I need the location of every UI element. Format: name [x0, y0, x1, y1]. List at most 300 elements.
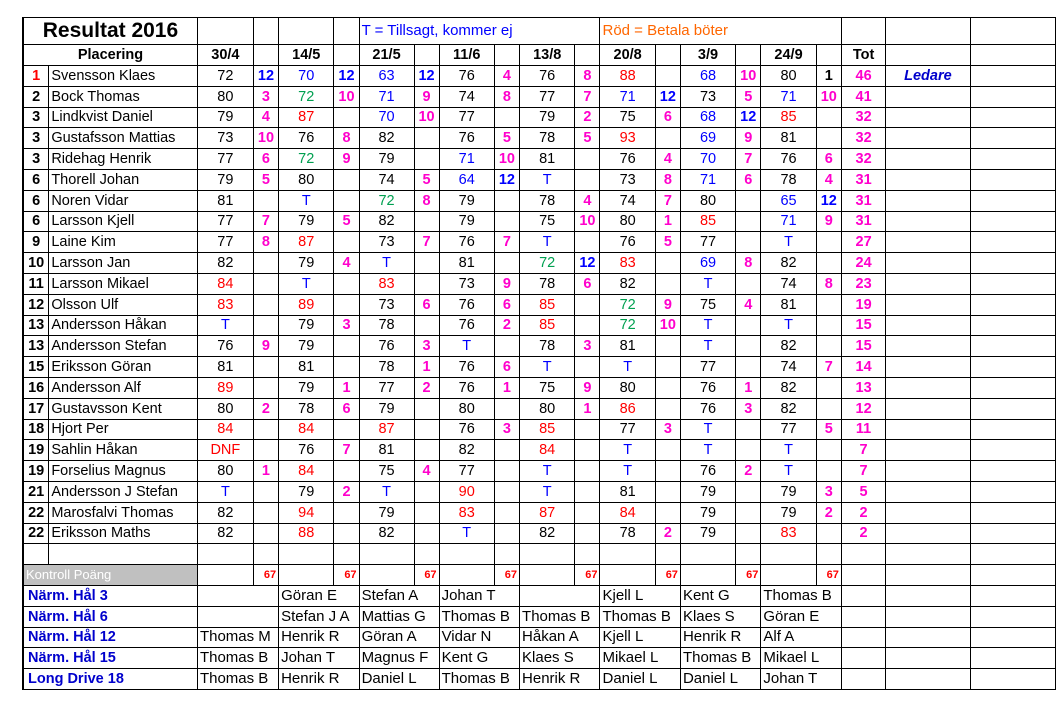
title-row [23, 18, 1056, 45]
points-cell: 3 [414, 336, 439, 357]
note-cell [886, 502, 970, 523]
points-cell [655, 273, 680, 294]
score-cell: T [359, 253, 414, 274]
points-cell [414, 481, 439, 502]
points-cell [816, 440, 841, 461]
rank-cell: 18 [23, 419, 49, 440]
player-row [23, 461, 1056, 482]
hal-winner: Göran A [359, 627, 439, 648]
score-cell: 79 [279, 377, 334, 398]
date-header: 30/4 [197, 45, 253, 66]
points-cell: 7 [655, 190, 680, 211]
points-cell: 8 [253, 232, 278, 253]
points-cell: 2 [655, 523, 680, 544]
score-cell: 77 [197, 211, 253, 232]
points-cell: 6 [575, 273, 600, 294]
hal-winner: Thomas B [439, 606, 519, 627]
points-cell: 10 [575, 211, 600, 232]
total-cell: 2 [841, 523, 885, 544]
points-cell [816, 232, 841, 253]
points-cell: 1 [736, 377, 761, 398]
score-cell: 87 [520, 502, 575, 523]
points-cell: 4 [575, 190, 600, 211]
total-cell: 5 [841, 481, 885, 502]
points-cell [816, 336, 841, 357]
score-cell: 84 [279, 461, 334, 482]
points-cell: 10 [414, 107, 439, 128]
player-name: Andersson J Stefan [49, 481, 198, 502]
score-cell: 74 [761, 273, 816, 294]
player-row [23, 357, 1056, 378]
player-row [23, 190, 1056, 211]
kontroll-value: 67 [816, 565, 841, 586]
points-cell [253, 357, 278, 378]
hal-winner: Johan T [279, 648, 359, 669]
score-cell: 79 [359, 502, 414, 523]
score-cell: T [439, 336, 494, 357]
points-cell [736, 232, 761, 253]
score-cell: 70 [680, 149, 735, 170]
score-cell: 79 [197, 169, 253, 190]
total-cell: 32 [841, 149, 885, 170]
score-cell: T [680, 440, 735, 461]
score-cell: T [761, 440, 816, 461]
player-name: Marosfalvi Thomas [49, 502, 198, 523]
points-cell: 7 [334, 440, 359, 461]
hal-row [23, 585, 1056, 606]
score-cell: 81 [197, 190, 253, 211]
header-row [23, 45, 1056, 66]
score-cell: T [520, 232, 575, 253]
points-cell: 4 [494, 66, 519, 87]
score-cell: 75 [600, 107, 655, 128]
points-cell [253, 502, 278, 523]
points-cell [334, 502, 359, 523]
score-cell: 80 [279, 169, 334, 190]
points-cell [655, 336, 680, 357]
hal-winner: Göran E [761, 606, 841, 627]
rank-cell: 22 [23, 523, 49, 544]
score-cell: 82 [600, 273, 655, 294]
points-cell [494, 461, 519, 482]
score-cell: 81 [359, 440, 414, 461]
points-cell [414, 523, 439, 544]
player-row [23, 502, 1056, 523]
points-cell: 3 [575, 336, 600, 357]
score-cell: 71 [600, 86, 655, 107]
points-cell: 3 [253, 86, 278, 107]
legend-tillsagt: T = Tillsagt, kommer ej [359, 18, 600, 45]
score-cell: 79 [680, 502, 735, 523]
note-cell [886, 232, 970, 253]
points-cell [736, 523, 761, 544]
score-cell: 94 [279, 502, 334, 523]
points-cell: 2 [414, 377, 439, 398]
points-cell: 5 [414, 169, 439, 190]
note-cell [886, 481, 970, 502]
points-cell [414, 128, 439, 149]
player-name: Andersson Alf [49, 377, 198, 398]
hal-winner: Kent G [439, 648, 519, 669]
points-cell: 3 [736, 398, 761, 419]
points-cell [655, 481, 680, 502]
score-cell: 85 [520, 315, 575, 336]
note-cell [886, 294, 970, 315]
score-cell: 79 [279, 315, 334, 336]
kontroll-value: 67 [655, 565, 680, 586]
score-cell: 79 [761, 502, 816, 523]
points-cell [334, 461, 359, 482]
hal-winner: Stefan J A [279, 606, 359, 627]
total-cell: 31 [841, 169, 885, 190]
points-cell: 6 [334, 398, 359, 419]
points-cell [494, 398, 519, 419]
player-name: Larsson Jan [49, 253, 198, 274]
points-cell [816, 377, 841, 398]
score-cell: 77 [761, 419, 816, 440]
score-cell: 72 [279, 86, 334, 107]
score-cell: 83 [439, 502, 494, 523]
points-cell: 1 [253, 461, 278, 482]
page-title: Resultat 2016 [23, 18, 197, 45]
rank-cell: 13 [23, 315, 49, 336]
score-cell: 72 [600, 315, 655, 336]
points-cell: 5 [816, 419, 841, 440]
points-cell [736, 419, 761, 440]
player-row [23, 336, 1056, 357]
score-cell: 81 [761, 294, 816, 315]
total-cell: 41 [841, 86, 885, 107]
total-cell: 2 [841, 502, 885, 523]
note-cell [886, 253, 970, 274]
score-cell: 76 [439, 66, 494, 87]
kontroll-label: Kontroll Poäng [23, 565, 197, 586]
score-cell: 77 [197, 149, 253, 170]
total-cell: 13 [841, 377, 885, 398]
points-cell [414, 273, 439, 294]
score-cell: 70 [359, 107, 414, 128]
score-cell: 71 [439, 149, 494, 170]
hal-winner: Thomas M [197, 627, 278, 648]
score-cell: 82 [359, 128, 414, 149]
total-cell: 7 [841, 440, 885, 461]
score-cell: 81 [279, 357, 334, 378]
total-cell: 31 [841, 211, 885, 232]
score-cell: 69 [680, 128, 735, 149]
rank-cell: 19 [23, 440, 49, 461]
hal-winner: Håkan A [520, 627, 600, 648]
total-cell: 19 [841, 294, 885, 315]
score-cell: 75 [520, 211, 575, 232]
score-cell: 68 [680, 66, 735, 87]
player-row [23, 128, 1056, 149]
score-cell: 80 [761, 66, 816, 87]
player-name: Eriksson Maths [49, 523, 198, 544]
score-cell: 85 [680, 211, 735, 232]
score-cell: 82 [359, 211, 414, 232]
score-cell: 76 [520, 66, 575, 87]
score-cell: 79 [359, 398, 414, 419]
note-cell [886, 315, 970, 336]
rank-cell: 6 [23, 211, 49, 232]
player-name: Bock Thomas [49, 86, 198, 107]
note-cell [886, 419, 970, 440]
points-cell [575, 481, 600, 502]
hal-label: Long Drive 18 [23, 669, 197, 690]
score-cell: 86 [600, 398, 655, 419]
date-header: 24/9 [761, 45, 816, 66]
rank-cell: 12 [23, 294, 49, 315]
player-row [23, 86, 1056, 107]
score-cell: 76 [439, 315, 494, 336]
score-cell: T [600, 461, 655, 482]
score-cell: T [680, 336, 735, 357]
score-cell: 87 [359, 419, 414, 440]
score-cell: 73 [680, 86, 735, 107]
total-cell: 7 [841, 461, 885, 482]
points-cell: 1 [816, 66, 841, 87]
score-cell: T [520, 357, 575, 378]
score-cell: 93 [600, 128, 655, 149]
points-cell [334, 273, 359, 294]
points-cell: 9 [816, 211, 841, 232]
hal-winner: Henrik R [279, 627, 359, 648]
points-cell: 2 [334, 481, 359, 502]
total-cell: 14 [841, 357, 885, 378]
score-cell: 71 [761, 86, 816, 107]
points-cell [575, 502, 600, 523]
points-cell: 9 [736, 128, 761, 149]
score-cell: 80 [600, 211, 655, 232]
hal-winner: Daniel L [600, 669, 680, 690]
hal-winner: Vidar N [439, 627, 519, 648]
player-name: Noren Vidar [49, 190, 198, 211]
player-row [23, 273, 1056, 294]
score-cell: 76 [439, 377, 494, 398]
points-cell: 9 [334, 149, 359, 170]
hal-winner: Kent G [680, 585, 760, 606]
points-cell: 10 [736, 66, 761, 87]
score-cell: 79 [680, 481, 735, 502]
player-name: Olsson Ulf [49, 294, 198, 315]
points-cell [253, 294, 278, 315]
note-cell [886, 190, 970, 211]
points-cell [816, 128, 841, 149]
points-cell: 6 [816, 149, 841, 170]
points-cell [575, 315, 600, 336]
hal-winner: Mattias G [359, 606, 439, 627]
points-cell [253, 481, 278, 502]
score-cell: 79 [761, 481, 816, 502]
score-cell: 88 [600, 66, 655, 87]
kontroll-row [23, 565, 1056, 586]
points-cell [575, 440, 600, 461]
points-cell [414, 502, 439, 523]
player-row [23, 169, 1056, 190]
rank-cell: 2 [23, 86, 49, 107]
note-cell [886, 440, 970, 461]
points-cell [494, 481, 519, 502]
hal-winner [520, 585, 600, 606]
score-cell: T [680, 419, 735, 440]
points-cell: 5 [736, 86, 761, 107]
points-cell [494, 190, 519, 211]
hal-winner: Henrik R [520, 669, 600, 690]
score-cell: T [600, 357, 655, 378]
points-cell [655, 66, 680, 87]
points-cell [816, 253, 841, 274]
points-cell [736, 211, 761, 232]
points-cell: 6 [736, 169, 761, 190]
points-cell [334, 357, 359, 378]
date-header: 3/9 [680, 45, 735, 66]
score-cell: 76 [439, 232, 494, 253]
points-cell [414, 253, 439, 274]
player-name: Sahlin Håkan [49, 440, 198, 461]
points-cell [253, 315, 278, 336]
total-cell: 46 [841, 66, 885, 87]
hal-winner: Thomas B [197, 648, 278, 669]
points-cell: 2 [736, 461, 761, 482]
score-cell: T [680, 273, 735, 294]
points-cell [575, 149, 600, 170]
points-cell: 12 [655, 86, 680, 107]
player-name: Gustafsson Mattias [49, 128, 198, 149]
points-cell [253, 190, 278, 211]
score-cell: 74 [761, 357, 816, 378]
points-cell: 2 [253, 398, 278, 419]
note-cell [886, 377, 970, 398]
points-cell: 12 [253, 66, 278, 87]
points-cell: 3 [655, 419, 680, 440]
total-cell: 12 [841, 398, 885, 419]
score-cell: 76 [439, 128, 494, 149]
points-cell: 5 [494, 128, 519, 149]
hal-label: Närm. Hål 12 [23, 627, 197, 648]
score-cell: 83 [761, 523, 816, 544]
score-cell: 73 [359, 294, 414, 315]
rank-cell: 13 [23, 336, 49, 357]
date-header: 20/8 [600, 45, 655, 66]
score-cell: 72 [600, 294, 655, 315]
rank-cell: 19 [23, 461, 49, 482]
player-row [23, 232, 1056, 253]
points-cell [334, 169, 359, 190]
points-cell: 6 [655, 107, 680, 128]
total-cell: 24 [841, 253, 885, 274]
score-cell: 81 [600, 336, 655, 357]
points-cell: 9 [253, 336, 278, 357]
note-cell [886, 128, 970, 149]
hal-winner: Johan T [439, 585, 519, 606]
points-cell [816, 461, 841, 482]
score-cell: DNF [197, 440, 253, 461]
date-header: 13/8 [520, 45, 575, 66]
points-cell [253, 253, 278, 274]
rank-cell: 1 [23, 66, 49, 87]
score-cell: 76 [279, 440, 334, 461]
points-cell [414, 149, 439, 170]
points-cell [575, 523, 600, 544]
note-cell [886, 398, 970, 419]
points-cell: 10 [253, 128, 278, 149]
hal-winner: Daniel L [680, 669, 760, 690]
player-row [23, 149, 1056, 170]
points-cell: 8 [655, 169, 680, 190]
score-cell: 77 [680, 232, 735, 253]
points-cell [334, 419, 359, 440]
score-cell: 82 [761, 377, 816, 398]
note-cell [886, 169, 970, 190]
score-cell: 87 [279, 107, 334, 128]
note-cell [886, 357, 970, 378]
score-cell: 76 [279, 128, 334, 149]
score-cell: 90 [439, 481, 494, 502]
player-name: Larsson Mikael [49, 273, 198, 294]
points-cell [334, 523, 359, 544]
points-cell [816, 107, 841, 128]
score-cell: 82 [197, 502, 253, 523]
score-cell: 76 [761, 149, 816, 170]
player-row [23, 377, 1056, 398]
hal-row [23, 627, 1056, 648]
hal-winner: Klaes S [520, 648, 600, 669]
points-cell: 8 [575, 66, 600, 87]
hal-winner: Henrik R [680, 627, 760, 648]
points-cell: 12 [575, 253, 600, 274]
score-cell: 77 [680, 357, 735, 378]
score-cell: T [439, 523, 494, 544]
points-cell: 12 [816, 190, 841, 211]
score-cell: 79 [279, 336, 334, 357]
points-cell [575, 461, 600, 482]
score-cell: 78 [600, 523, 655, 544]
score-cell: T [279, 190, 334, 211]
hal-winner: Mikael L [761, 648, 841, 669]
points-cell [655, 128, 680, 149]
kontroll-value: 67 [494, 565, 519, 586]
rank-cell: 9 [23, 232, 49, 253]
score-cell: 76 [680, 461, 735, 482]
score-cell: 77 [197, 232, 253, 253]
player-name: Andersson Håkan [49, 315, 198, 336]
points-cell: 4 [334, 253, 359, 274]
score-cell: T [761, 461, 816, 482]
points-cell [575, 357, 600, 378]
points-cell [414, 315, 439, 336]
points-cell: 5 [253, 169, 278, 190]
hal-winner: Johan T [761, 669, 841, 690]
score-cell: 87 [279, 232, 334, 253]
score-cell: 71 [680, 169, 735, 190]
hal-label: Närm. Hål 3 [23, 585, 197, 606]
score-cell: 79 [439, 190, 494, 211]
hal-winner: Magnus F [359, 648, 439, 669]
hal-winner: Kjell L [600, 627, 680, 648]
note-cell [886, 86, 970, 107]
note-cell [886, 461, 970, 482]
rank-cell: 17 [23, 398, 49, 419]
points-cell: 9 [575, 377, 600, 398]
note-cell: Ledare [886, 66, 970, 87]
total-cell: 15 [841, 315, 885, 336]
points-cell [816, 315, 841, 336]
points-cell [655, 461, 680, 482]
score-cell: 88 [279, 523, 334, 544]
points-cell: 7 [414, 232, 439, 253]
points-cell [494, 502, 519, 523]
points-cell: 3 [334, 315, 359, 336]
